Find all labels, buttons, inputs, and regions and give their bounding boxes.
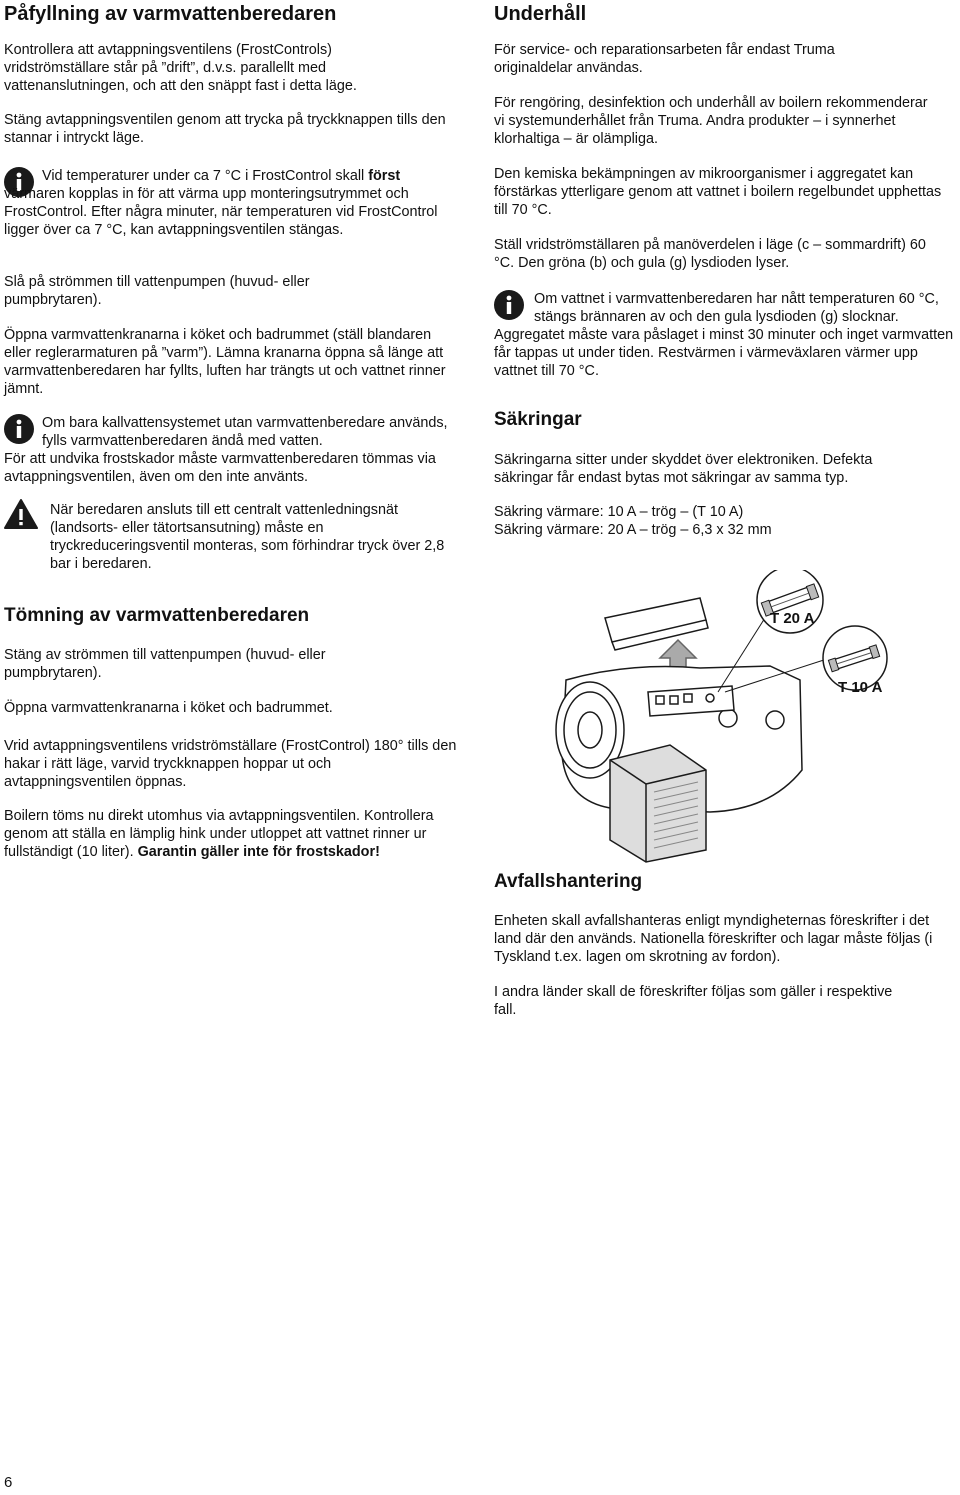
- para-fuse-10a: Säkring värmare: 10 A – trög – (T 10 A): [494, 504, 744, 520]
- boiler-illustration: [470, 570, 950, 870]
- para-other-countries: I andra länder skall de föreskrifter följas som gäller i respektive fall.: [494, 984, 893, 1018]
- info-note-frost: Vid temperaturer under ca 7 °C i FrostControl skall först värmaren kopplas in för att värma upp monteringsutrymmet och FrostControl. Efter några minuter, när temperaturen vid FrostControl ligger över ca 7 °C, kan avtappningsventilen stängas.: [4, 168, 438, 238]
- para-summer-mode: Ställ vridströmställaren på manöverdelen i läge (c – sommardrift) 60 °C. Den gröna (b) och gula (g) lysdioden lyser.: [494, 237, 926, 271]
- para-fuse-20a: Säkring värmare: 20 A – trög – 6,3 x 32 mm: [494, 522, 772, 538]
- para-open-taps-drain: Öppna varmvattenkranarna i köket och badrummet.: [4, 700, 333, 716]
- para-original-parts: För service- och reparationsarbeten får endast Truma originaldelar användas.: [494, 42, 835, 76]
- para-chemical: Den kemiska bekämpningen av mikroorganismer i aggregatet kan förstärkas ytterligare genom att vattnet i boilern regelbundet upphettas till 70 °C.: [494, 166, 942, 218]
- para-fuses: Säkringarna sitter under skyddet över elektroniken. Defekta säkringar får endast bytas mot säkringar av samma typ.: [494, 452, 873, 486]
- heading-filling: Påfyllning av varmvattenberedaren: [4, 3, 337, 25]
- fuse-cover: [605, 598, 706, 642]
- fuse-10a-label: T 10 A: [838, 679, 883, 696]
- para-power-off: Stäng av strömmen till vattenpumpen (huvud- eller pumpbrytaren).: [4, 647, 326, 681]
- para-disposal: Enheten skall avfallshanteras enligt myndigheternas föreskrifter i det land där den används. Nationella föreskrifter och lagar måste följas (i Tyskland t.ex. lagen om skrotning av fordon).: [494, 913, 933, 965]
- para-drain-outside: Boilern töms nu direkt utomhus via avtappningsventilen. Kontrollera genom att ställa en lämplig hink under utloppet att vattnet rinner ur fullständigt (10 liter). Garantin gäller inte för frostskador!: [4, 808, 434, 860]
- heading-draining: Tömning av varmvattenberedaren: [4, 605, 310, 626]
- para-open-taps: Öppna varmvattenkranarna i köket och badrummet (ställ blandaren eller reglerarmaturen på ”varm”). Lämna kranarna öppna så länge att varmvattenberedaren har fyllts, luften har trängts ut och vattnet rinner jämnt.: [4, 327, 446, 397]
- para-rotate-valve: Vrid avtappningsventilens vridströmställare (FrostControl) 180° tills den hakar i rätt läge, varvid tryckknappen hoppar ut och avtappningsventilen öppnas.: [4, 738, 457, 790]
- info-note-cold-water: Om bara kallvattensystemet utan varmvattenberedare används, fylls varmvattenberedaren ändå med vatten. För att undvika frostskador måste varmvattenberedaren tömmas via avtappningsventilen, även om den inte använts.: [4, 415, 448, 485]
- warning-note-pressure: När beredaren ansluts till ett centralt vattenledningsnät (landsorts- eller tätortsansutning) måste en tryckreduceringsventil monteras, som förhindrar tryck över 2,8 bar i beredaren.: [50, 502, 445, 572]
- para-cleaning: För rengöring, desinfektion och underhåll av boilern rekommenderar vi systemunderhållet från Truma. Andra produkter – i synnerhet klorhaltiga – är olämpliga.: [494, 95, 928, 147]
- heading-maintenance: Underhåll: [494, 3, 587, 25]
- page-number: 6: [4, 1474, 13, 1491]
- boiler-drawing: [470, 570, 950, 870]
- para-close-valve: Stäng avtappningsventilen genom att trycka på tryckknappen tills den stannar i intryckt läge.: [4, 112, 446, 146]
- heading-fuses: Säkringar: [494, 409, 582, 430]
- heading-disposal: Avfallshantering: [494, 871, 643, 892]
- para-check-valve: Kontrollera att avtappningsventilens (FrostControls) vridströmställare står på ”drift”, d.v.s. parallellt med vattenanslutningen, och att den snäppt fast i detta läge.: [4, 42, 357, 94]
- para-power-on: Slå på strömmen till vattenpumpen (huvud- eller pumpbrytaren).: [4, 274, 310, 308]
- info-note-temperature: Om vattnet i varmvattenberedaren har nått temperaturen 60 °C, stängs brännaren av och den gula lysdioden (g) slocknar. Aggregatet måste vara påslaget i minst 30 minuter och inget varmvatten får tappas ut under tiden. Restvärmen i värmeväxlaren värmer upp vattnet till 70 °C.: [494, 291, 954, 379]
- fuse-20a-label: T 20 A: [770, 610, 815, 627]
